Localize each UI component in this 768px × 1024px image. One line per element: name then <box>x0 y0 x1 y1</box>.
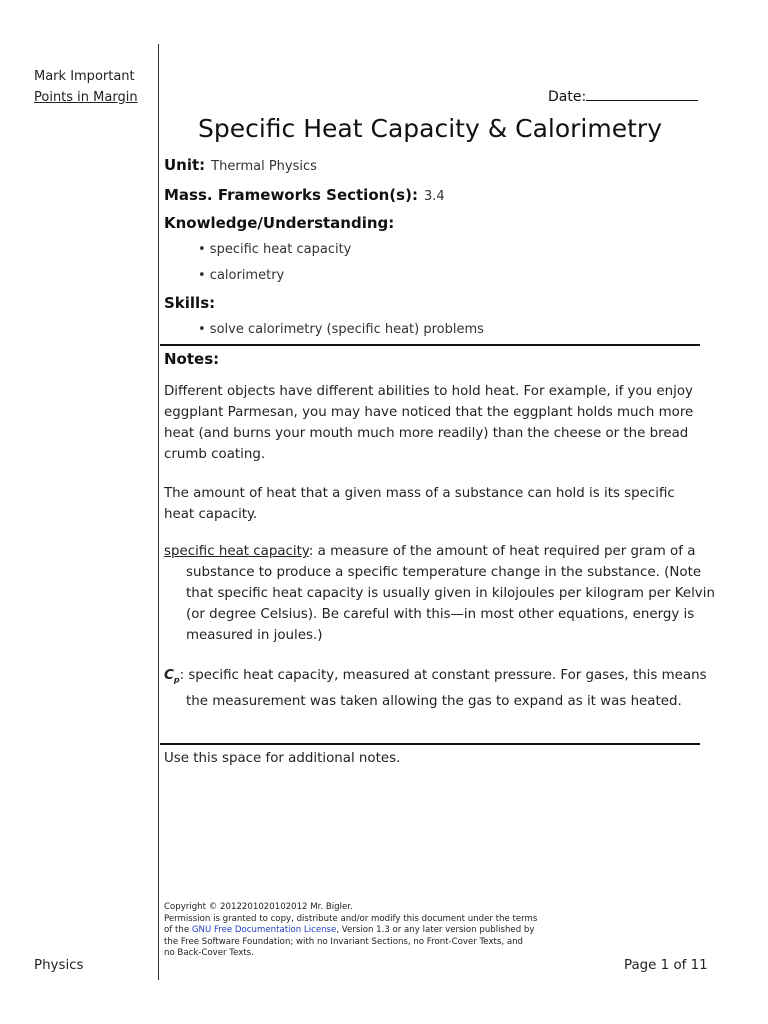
unit-label: Unit: <box>164 156 206 174</box>
additional-notes-prompt: Use this space for additional notes. <box>164 751 401 766</box>
notes-paragraph-2: The amount of heat that a given mass of a substance can hold is its specific heat capacity. <box>164 486 675 522</box>
definition-text: a measure of the amount of heat required per gram of a substance to produce a specific temperature change in the substance. (Note that specific heat capacity is usually given in kilojoules per kilogram per Kelvin (or degree Celsius). Be careful with this—in most other equations, energy is measured in joules.) <box>186 544 715 643</box>
margin-note-line2: Points in Margin <box>34 90 138 105</box>
copyright-line: Permission is granted to copy, distribute and/or modify this document under the terms <box>164 913 538 924</box>
margin-divider <box>158 44 159 980</box>
copyright-line: no Back-Cover Texts. <box>164 948 254 958</box>
date-field <box>548 88 698 105</box>
copyright-line: Copyright © 2012201020102012 Mr. Bigler. <box>164 902 353 912</box>
knowledge-item: • calorimetry <box>198 268 285 283</box>
frameworks-row <box>164 186 445 204</box>
knowledge-item: • specific heat capacity <box>198 242 352 257</box>
skills-heading: Skills: <box>164 294 216 312</box>
notes-paragraph-1: Different objects have different abilities to hold heat. For example, if you enjoy eggplant Parmesan, you may have noticed that the eggplant holds much more heat (and burns your mouth much more readily) than the cheese or the bread crumb coating. <box>164 384 694 462</box>
date-label: Date: <box>548 89 587 105</box>
margin-note <box>34 66 138 108</box>
copyright-block <box>164 902 584 960</box>
footer-page-number: Page 1 of 11 <box>624 958 708 973</box>
margin-note-line1: Mark Important <box>34 69 135 84</box>
frameworks-label-a: Mass. <box>164 186 213 204</box>
notes-heading: Notes: <box>164 350 220 368</box>
copyright-line: the Free Software Foundation; with no Invariant Sections, no Front-Cover Texts, and <box>164 936 524 947</box>
knowledge-heading: Knowledge/Understanding: <box>164 214 395 232</box>
definition-term: specific heat capacity <box>164 544 309 559</box>
footer-subject: Physics <box>34 958 84 973</box>
section-divider <box>160 344 700 346</box>
unit-row <box>164 156 317 174</box>
notes-divider <box>160 743 700 745</box>
cp-subscript: p <box>173 675 180 685</box>
copyright-line <box>164 925 584 937</box>
frameworks-value: 3.4 <box>423 189 445 204</box>
frameworks-label-b: Frameworks Section(s): <box>217 186 418 204</box>
gfdl-link[interactable]: GNU Free Documentation License <box>191 925 337 935</box>
skills-item: • solve calorimetry (specific heat) problems <box>198 322 484 337</box>
cp-text: : specific heat capacity, measured at constant pressure. For gases, this means the measurement was taken allowing the gas to expand as it was heated. <box>179 668 707 709</box>
cp-symbol: C <box>164 668 174 683</box>
page-title: Specific Heat Capacity & Calorimetry <box>198 114 662 143</box>
definition-specific-heat <box>164 541 726 646</box>
definition-cp <box>164 665 726 712</box>
date-blank-line <box>586 88 698 101</box>
copyright-text: , Version 1.3 or any later version published by <box>336 925 535 935</box>
copyright-text: of the <box>164 925 192 935</box>
definition-colon: : <box>308 544 314 559</box>
unit-value: Thermal Physics <box>211 159 317 174</box>
